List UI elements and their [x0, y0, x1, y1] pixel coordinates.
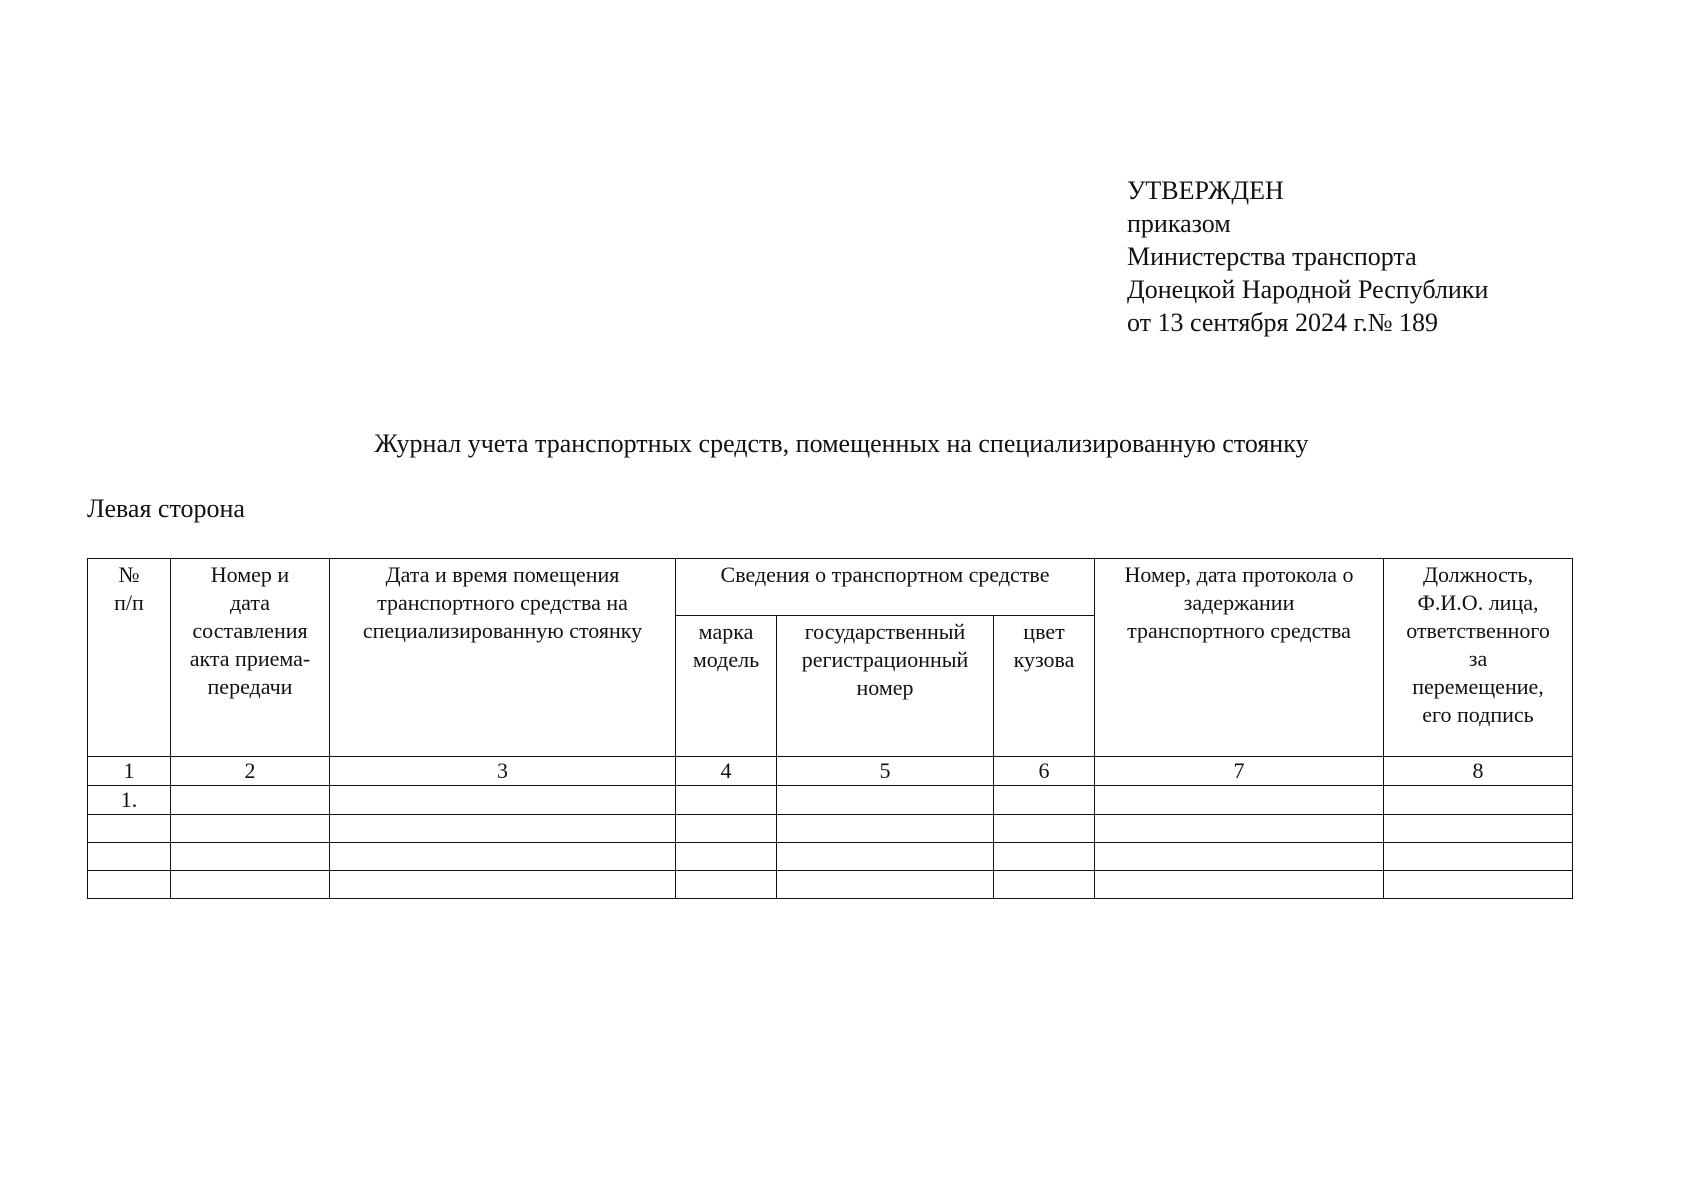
- header-placement-datetime: Дата и время помещения транспортного средства на специализированную стоянку: [330, 559, 676, 757]
- header-registration-number: государственный регистрационный номер: [777, 616, 994, 757]
- table-cell: [994, 871, 1095, 899]
- column-number-row: [88, 757, 1573, 786]
- side-label: Левая сторона: [87, 494, 245, 523]
- table-cell: [330, 871, 676, 899]
- table-cell: [171, 786, 330, 815]
- column-number: 4: [676, 757, 777, 786]
- column-number: 3: [330, 757, 676, 786]
- table-cell: [1095, 871, 1384, 899]
- approval-republic-line: Донецкой Народной Республики: [1127, 275, 1489, 304]
- table-cell: [171, 871, 330, 899]
- header-body-color: цвет кузова: [994, 616, 1095, 757]
- header-responsible-person: Должность, Ф.И.О. лица, ответственного за перемещение, его подпись: [1384, 559, 1573, 757]
- table-cell: [1095, 843, 1384, 871]
- column-number: 7: [1095, 757, 1384, 786]
- table-row: [88, 843, 1573, 871]
- table-cell: [777, 786, 994, 815]
- table-cell: [171, 815, 330, 843]
- document-title: [0, 428, 1697, 460]
- table-cell: [330, 786, 676, 815]
- table-cell: [676, 843, 777, 871]
- table-cell: [1095, 786, 1384, 815]
- table-cell: [330, 815, 676, 843]
- document-title-text: Журнал учета транспортных средств, помещенных на специализированную стоянку: [374, 429, 1309, 458]
- table-cell: [88, 815, 171, 843]
- header-vehicle-info-group: Сведения о транспортном средстве: [676, 559, 1095, 616]
- header-protocol-number-date: Номер, дата протокола о задержании транспортного средства: [1095, 559, 1384, 757]
- table-cell: 1.: [88, 786, 171, 815]
- header-row-top: [88, 559, 1573, 616]
- approval-date-line: от 13 сентября 2024 г.№ 189: [1127, 308, 1439, 337]
- table-cell: [88, 871, 171, 899]
- table-cell: [1384, 871, 1573, 899]
- journal-table: [87, 558, 1573, 899]
- approval-order-line: приказом: [1127, 209, 1231, 238]
- table-cell: [171, 843, 330, 871]
- table-cell: [1384, 843, 1573, 871]
- table-cell: [777, 815, 994, 843]
- table-cell: [330, 843, 676, 871]
- table-cell: [994, 786, 1095, 815]
- table-cell: [676, 786, 777, 815]
- approval-heading: УТВЕРЖДЕН: [1127, 176, 1284, 205]
- table-row: [88, 815, 1573, 843]
- table-cell: [676, 871, 777, 899]
- table-cell: [88, 843, 171, 871]
- column-number: 8: [1384, 757, 1573, 786]
- table-cell: [1384, 786, 1573, 815]
- approval-stamp-block: [1127, 174, 1488, 339]
- table-row: [88, 871, 1573, 899]
- table-cell: [1384, 815, 1573, 843]
- approval-ministry-line: Министерства транспорта: [1127, 242, 1417, 271]
- header-act-number-date: Номер и дата составления акта приема- передачи: [171, 559, 330, 757]
- table-cell: [1095, 815, 1384, 843]
- header-number: № п/п: [88, 559, 171, 757]
- header-make-model: марка модель: [676, 616, 777, 757]
- table-cell: [994, 815, 1095, 843]
- column-number: 2: [171, 757, 330, 786]
- table-cell: [994, 843, 1095, 871]
- column-number: 1: [88, 757, 171, 786]
- table-cell: [777, 843, 994, 871]
- table-row: [88, 786, 1573, 815]
- column-number: 6: [994, 757, 1095, 786]
- table-cell: [777, 871, 994, 899]
- column-number: 5: [777, 757, 994, 786]
- table-cell: [676, 815, 777, 843]
